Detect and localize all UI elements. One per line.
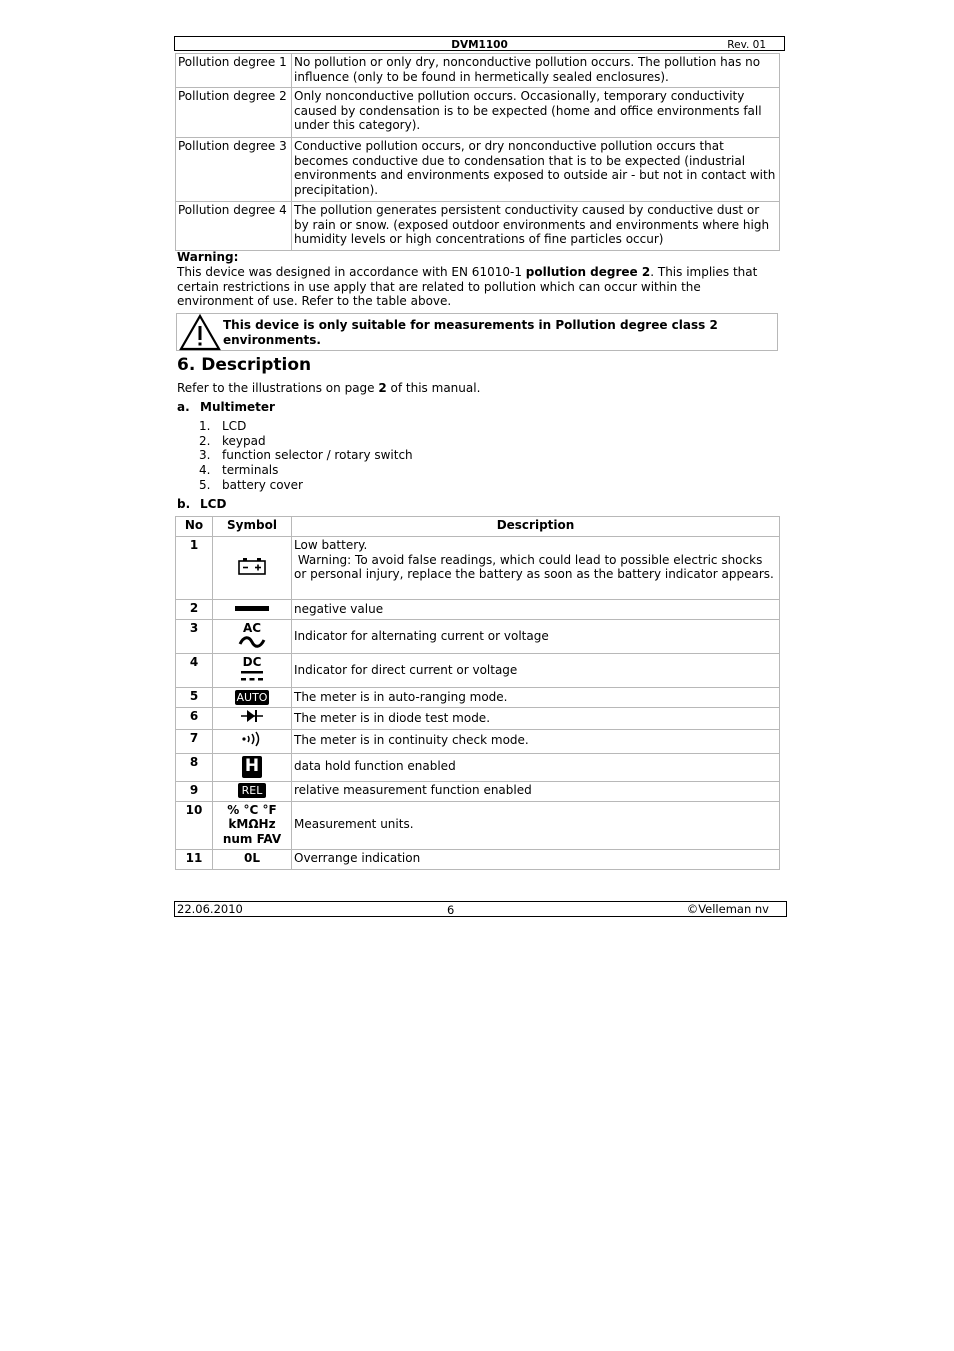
list-item-number: 5. <box>199 477 211 492</box>
row-number: 6 <box>176 708 213 730</box>
row-description: Indicator for direct current or voltage <box>292 654 780 688</box>
list-item-number: 3. <box>199 448 211 463</box>
pollution-text: The pollution generates persistent conductivity caused by conductive dust or by rain or snow. (exposed outdoor environments and environments where high humidity levels or high concentrations of fine particles occur) <box>292 202 780 251</box>
list-item-label: terminals <box>222 463 279 478</box>
multimeter-list <box>199 419 413 492</box>
minus-bar-icon <box>213 600 292 620</box>
table-header-row <box>176 517 780 537</box>
column-header-symbol: Symbol <box>213 517 292 537</box>
row-number: 9 <box>176 781 213 801</box>
page-header <box>174 36 785 51</box>
table-row <box>176 88 780 138</box>
row-description: The meter is in diode test mode. <box>292 708 780 730</box>
dc-symbol-icon <box>240 670 264 682</box>
units-line: num FAV <box>222 831 282 846</box>
rel-badge: REL <box>238 783 267 798</box>
row-number: 1 <box>176 537 213 600</box>
dc-label: DC <box>242 655 262 670</box>
header-model: DVM1100 <box>451 39 508 51</box>
auto-badge: AUTO <box>236 690 268 704</box>
page-footer <box>174 901 787 917</box>
subheading-letter: a. <box>177 400 190 414</box>
row-number: 11 <box>176 849 213 869</box>
refer-paragraph <box>177 381 480 396</box>
subheading-multimeter <box>177 400 275 415</box>
warning-text-before: This device was designed in accordance with EN 61010-1 <box>177 265 526 279</box>
row-description: negative value <box>292 600 780 620</box>
units-symbols <box>213 801 292 849</box>
list-item-label: battery cover <box>222 477 303 492</box>
pollution-label: Pollution degree 1 <box>176 54 292 88</box>
table-row <box>176 801 780 849</box>
row-number: 2 <box>176 600 213 620</box>
row-description: The meter is in auto-ranging mode. <box>292 688 780 708</box>
pollution-degree-table <box>175 53 780 251</box>
list-item <box>199 463 413 478</box>
header-revision: Rev. 01 <box>727 39 766 51</box>
footer-copyright: ©Velleman nv <box>686 902 769 916</box>
list-item <box>199 434 413 449</box>
row-description: Measurement units. <box>292 801 780 849</box>
units-line: kMΩHz <box>228 817 276 832</box>
row-description: relative measurement function enabled <box>292 781 780 801</box>
pollution-text: No pollution or only dry, nonconductive pollution occurs. The pollution has no influence (only to be found in hermetically sealed enclosures). <box>292 54 780 88</box>
warning-triangle-icon <box>179 314 221 355</box>
table-row <box>176 537 780 600</box>
refer-page: 2 <box>378 381 387 395</box>
warning-text-bold: pollution degree 2 <box>525 265 651 279</box>
row-number: 10 <box>176 801 213 849</box>
table-row <box>176 138 780 202</box>
subheading-lcd <box>177 497 226 512</box>
row-number: 8 <box>176 753 213 781</box>
subheading-title: Multimeter <box>200 400 275 414</box>
row-number: 5 <box>176 688 213 708</box>
footer-date: 22.06.2010 <box>177 902 243 916</box>
warning-heading: Warning: <box>177 250 239 264</box>
pollution-label: Pollution degree 3 <box>176 138 292 202</box>
diode-icon <box>213 708 292 730</box>
description-warning: Warning: To avoid false readings, which could lead to possible electric shocks or personal injury, replace the battery as soon as the battery indicator appears. <box>294 552 774 582</box>
pollution-label: Pollution degree 2 <box>176 88 292 138</box>
list-item-number: 2. <box>199 433 211 448</box>
units-line: % °C °F <box>227 802 277 817</box>
section-title: 6. Description <box>177 355 312 375</box>
ac-symbol <box>213 620 292 654</box>
caution-box <box>176 313 778 351</box>
row-number: 4 <box>176 654 213 688</box>
row-description <box>292 537 780 600</box>
continuity-icon <box>213 729 292 753</box>
list-item <box>199 419 413 434</box>
pollution-text: Conductive pollution occurs, or dry nonconductive pollution occurs that becomes conductive due to condensation that is to be expected (industrial environments and environments exposed to outside air - but not in contact with precipitation). <box>292 138 780 202</box>
row-number: 3 <box>176 620 213 654</box>
table-row <box>176 202 780 251</box>
row-description: Overrange indication <box>292 849 780 869</box>
description-line: Low battery. <box>294 538 368 552</box>
subheading-letter: b. <box>177 497 191 511</box>
table-row <box>176 688 780 708</box>
list-item <box>199 448 413 463</box>
list-item-number: 1. <box>199 419 211 433</box>
table-row <box>176 654 780 688</box>
column-header-description: Description <box>292 517 780 537</box>
hold-badge: H <box>242 756 262 778</box>
list-item-label: LCD <box>222 419 247 433</box>
ac-label: AC <box>242 621 262 635</box>
battery-icon <box>213 537 292 600</box>
table-row <box>176 620 780 654</box>
warning-text-after: . This implies that certain restrictions in use apply that are related to pollution which can occur within the environment of use. Refer to the table above. <box>177 265 758 309</box>
pollution-text: Only nonconductive pollution occurs. Occasionally, temporary conductivity caused by condensation is to be expected (home and office environments fall under this category). <box>292 88 780 138</box>
table-row <box>176 753 780 781</box>
table-row <box>176 849 780 869</box>
list-item <box>199 478 413 493</box>
list-item-label: function selector / rotary switch <box>222 448 413 463</box>
subheading-title: LCD <box>200 497 227 511</box>
table-row <box>176 600 780 620</box>
table-row <box>176 54 780 88</box>
list-item-label: keypad <box>222 433 266 448</box>
lcd-symbol-table <box>175 516 780 870</box>
overrange-symbol: 0L <box>213 849 292 869</box>
warning-paragraph <box>177 265 777 309</box>
column-header-no: No <box>176 517 213 537</box>
table-row <box>176 708 780 730</box>
table-row <box>176 781 780 801</box>
refer-text-before: Refer to the illustrations on page <box>177 381 379 395</box>
tilde-icon <box>238 636 266 648</box>
row-number: 7 <box>176 729 213 753</box>
dc-symbol <box>213 654 292 688</box>
row-description: The meter is in continuity check mode. <box>292 729 780 753</box>
row-description: Indicator for alternating current or voltage <box>292 620 780 654</box>
pollution-label: Pollution degree 4 <box>176 202 292 251</box>
refer-text-after: of this manual. <box>386 381 481 395</box>
caution-text: This device is only suitable for measurements in Pollution degree class 2 environments. <box>223 318 718 347</box>
row-description: data hold function enabled <box>292 753 780 781</box>
hold-badge-cell <box>213 753 292 781</box>
rel-badge-cell <box>213 781 292 801</box>
list-item-number: 4. <box>199 463 211 478</box>
footer-page-number: 6 <box>447 903 455 917</box>
table-row <box>176 729 780 753</box>
auto-badge-cell <box>213 688 292 708</box>
